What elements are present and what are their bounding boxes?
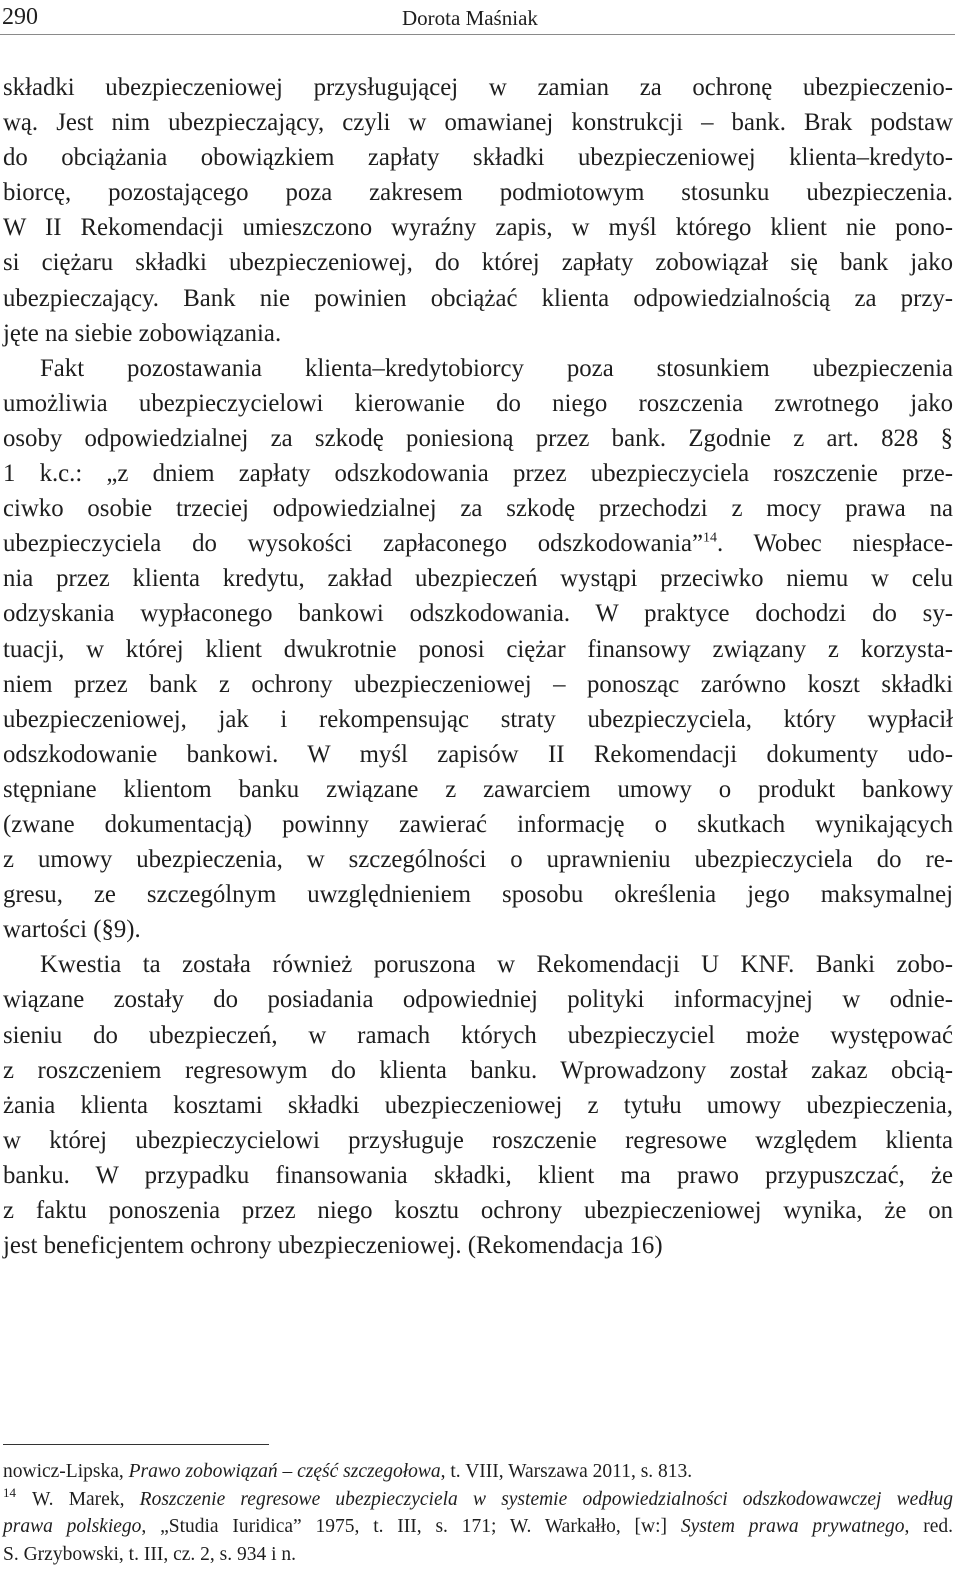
text-line: Fakt pozostawania klienta–kredytobiorcy poza stosunkiem ubezpieczenia	[40, 354, 953, 382]
footnote-14-line: S. Grzybowski, t. III, cz. 2, s. 934 i n.	[3, 1543, 297, 1565]
text-line-with-footnote-ref	[3, 526, 953, 561]
footnote-14	[3, 1486, 953, 1514]
footnote-number: 14	[3, 1485, 16, 1500]
text-line: w której ubezpieczycielowi przysługuje roszczenie regresowe względem klienta	[3, 1126, 953, 1154]
text-line: z faktu ponoszenia przez niego kosztu ochrony ubezpieczeniowej wynika, że on	[3, 1197, 953, 1224]
text-line: banku. W przypadku finansowania składki, klient ma prawo przypuszczać, że	[3, 1161, 953, 1189]
text-line: wiązane zostały do posiadania odpowiedniej polityki informacyjnej w odnie-	[3, 986, 953, 1014]
text-line: ciwko osobie trzeciej odpowiedzialnej za szkodę przechodzi z mocy prawa na	[3, 495, 953, 523]
footnote-text: , t. VIII, Warszawa 2011, s. 813.	[440, 1461, 693, 1482]
footnote-continuation	[3, 1458, 953, 1486]
footnote-text: nowicz-Lipska,	[3, 1461, 129, 1482]
footnote-ref-14[interactable]: 14	[703, 530, 717, 546]
text-line: sieniu do ubezpieczeń, w ramach których ubezpieczyciel może występować	[3, 1021, 953, 1049]
footnotes	[3, 1458, 953, 1568]
text-line: jest beneficjentem ochrony ubezpieczeniowej. (Rekomendacja 16)	[3, 1232, 663, 1260]
text-line: odzyskania wypłaconego bankowi odszkodowania. W praktyce dochodzi do sy-	[3, 600, 953, 628]
text-line: składki ubezpieczeniowej przysługującej w zamian za ochronę ubezpieczenio-	[3, 74, 953, 101]
text-line: z umowy ubezpieczenia, w szczególności o uprawnieniu ubezpieczyciela do re-	[3, 846, 953, 874]
text-line: do obciążania obowiązkiem zapłaty składki ubezpieczeniowej klienta–kredyto-	[3, 144, 953, 172]
footnote-title: prawa polskiego	[3, 1516, 142, 1537]
text-line: si ciężaru składki ubezpieczeniowej, do której zapłaty zobowiązał się bank jako	[3, 249, 953, 277]
footnote-book-title: System prawa prywatnego	[680, 1516, 905, 1537]
text-line-head: ubezpieczyciela do wysokości zapłaconego odszkodowania”	[3, 530, 703, 558]
running-head-author: Dorota Maśniak	[402, 6, 538, 30]
text-line: odszkodowanie bankowi. W myśl zapisów II Rekomendacji dokumenty udo-	[3, 740, 953, 768]
footnote-title: Prawo zobowiązań – część szczegołowa	[128, 1461, 441, 1482]
text-line: wartości (§9).	[3, 916, 141, 944]
text-line: Kwestia ta została również poruszona w Rekomendacji U KNF. Banki zobo-	[40, 951, 953, 979]
footnote-title: Roszczenie regresowe ubezpieczyciela w systemie odpowiedzialności odszkodowawczej według	[139, 1488, 954, 1510]
footnote-separator	[3, 1444, 269, 1445]
footnote-text: W. Marek,	[32, 1488, 140, 1510]
text-line: niem przez bank z ochrony ubezpieczeniowej – ponosząc zarówno koszt składki	[3, 670, 953, 698]
text-line: (zwane dokumentacją) powinny zawierać informację o skutkach wynikających	[3, 810, 953, 838]
text-line: W II Rekomendacji umieszczono wyraźny zapis, w myśl którego klient nie pono-	[3, 214, 953, 242]
text-line: nia przez klienta kredytu, zakład ubezpieczeń wystąpi przeciwko niemu w celu	[3, 565, 953, 593]
footnote-text: , red.	[904, 1516, 953, 1537]
text-line: 1 k.c.: „z dniem zapłaty odszkodowania przez ubezpieczyciela roszczenie prze-	[3, 460, 953, 488]
text-line: biorcę, pozostającego poza zakresem podmiotowym stosunku ubezpieczenia.	[3, 179, 953, 207]
body-text	[3, 70, 953, 1263]
footnote-text: , „Studia Iuridica” 1975, t. III, s. 171; W. Warkałło, [w:]	[141, 1516, 681, 1537]
text-line: umożliwia ubezpieczycielowi kierowanie do niego roszczenia zwrotnego jako	[3, 389, 953, 417]
text-line: żania klienta kosztami składki ubezpieczeniowej z tytułu umowy ubezpieczenia,	[3, 1091, 953, 1119]
text-line: osoby odpowiedzialnej za szkodę poniesioną przez bank. Zgodnie z art. 828 §	[3, 424, 953, 452]
text-line: ubezpieczeniowej, jak i rekompensując straty ubezpieczyciela, który wypłacił	[3, 705, 953, 733]
footnote-14-line	[3, 1513, 953, 1541]
text-line: z roszczeniem regresowym do klienta banku. Wprowadzony został zakaz obcią-	[3, 1056, 953, 1084]
text-line: stępniane klientom banku związane z zawarciem umowy o produkt bankowy	[3, 775, 953, 803]
page-number: 290	[2, 4, 38, 30]
text-line: jęte na siebie zobowiązania.	[3, 319, 282, 347]
text-line: wą. Jest nim ubezpieczający, czyli w omawianej konstrukcji – bank. Brak podstaw	[3, 109, 953, 137]
text-line: tuacji, w której klient dwukrotnie ponosi ciężar finansowy związany z korzysta-	[3, 635, 953, 663]
text-line: ubezpieczający. Bank nie powinien obciążać klienta odpowiedzialnością za przy-	[3, 284, 953, 312]
running-header	[0, 2, 955, 35]
text-line-tail: . Wobec niespłace-	[717, 530, 953, 558]
text-line: gresu, ze szczególnym uwzględnieniem sposobu określenia jego maksymalnej	[3, 881, 953, 909]
